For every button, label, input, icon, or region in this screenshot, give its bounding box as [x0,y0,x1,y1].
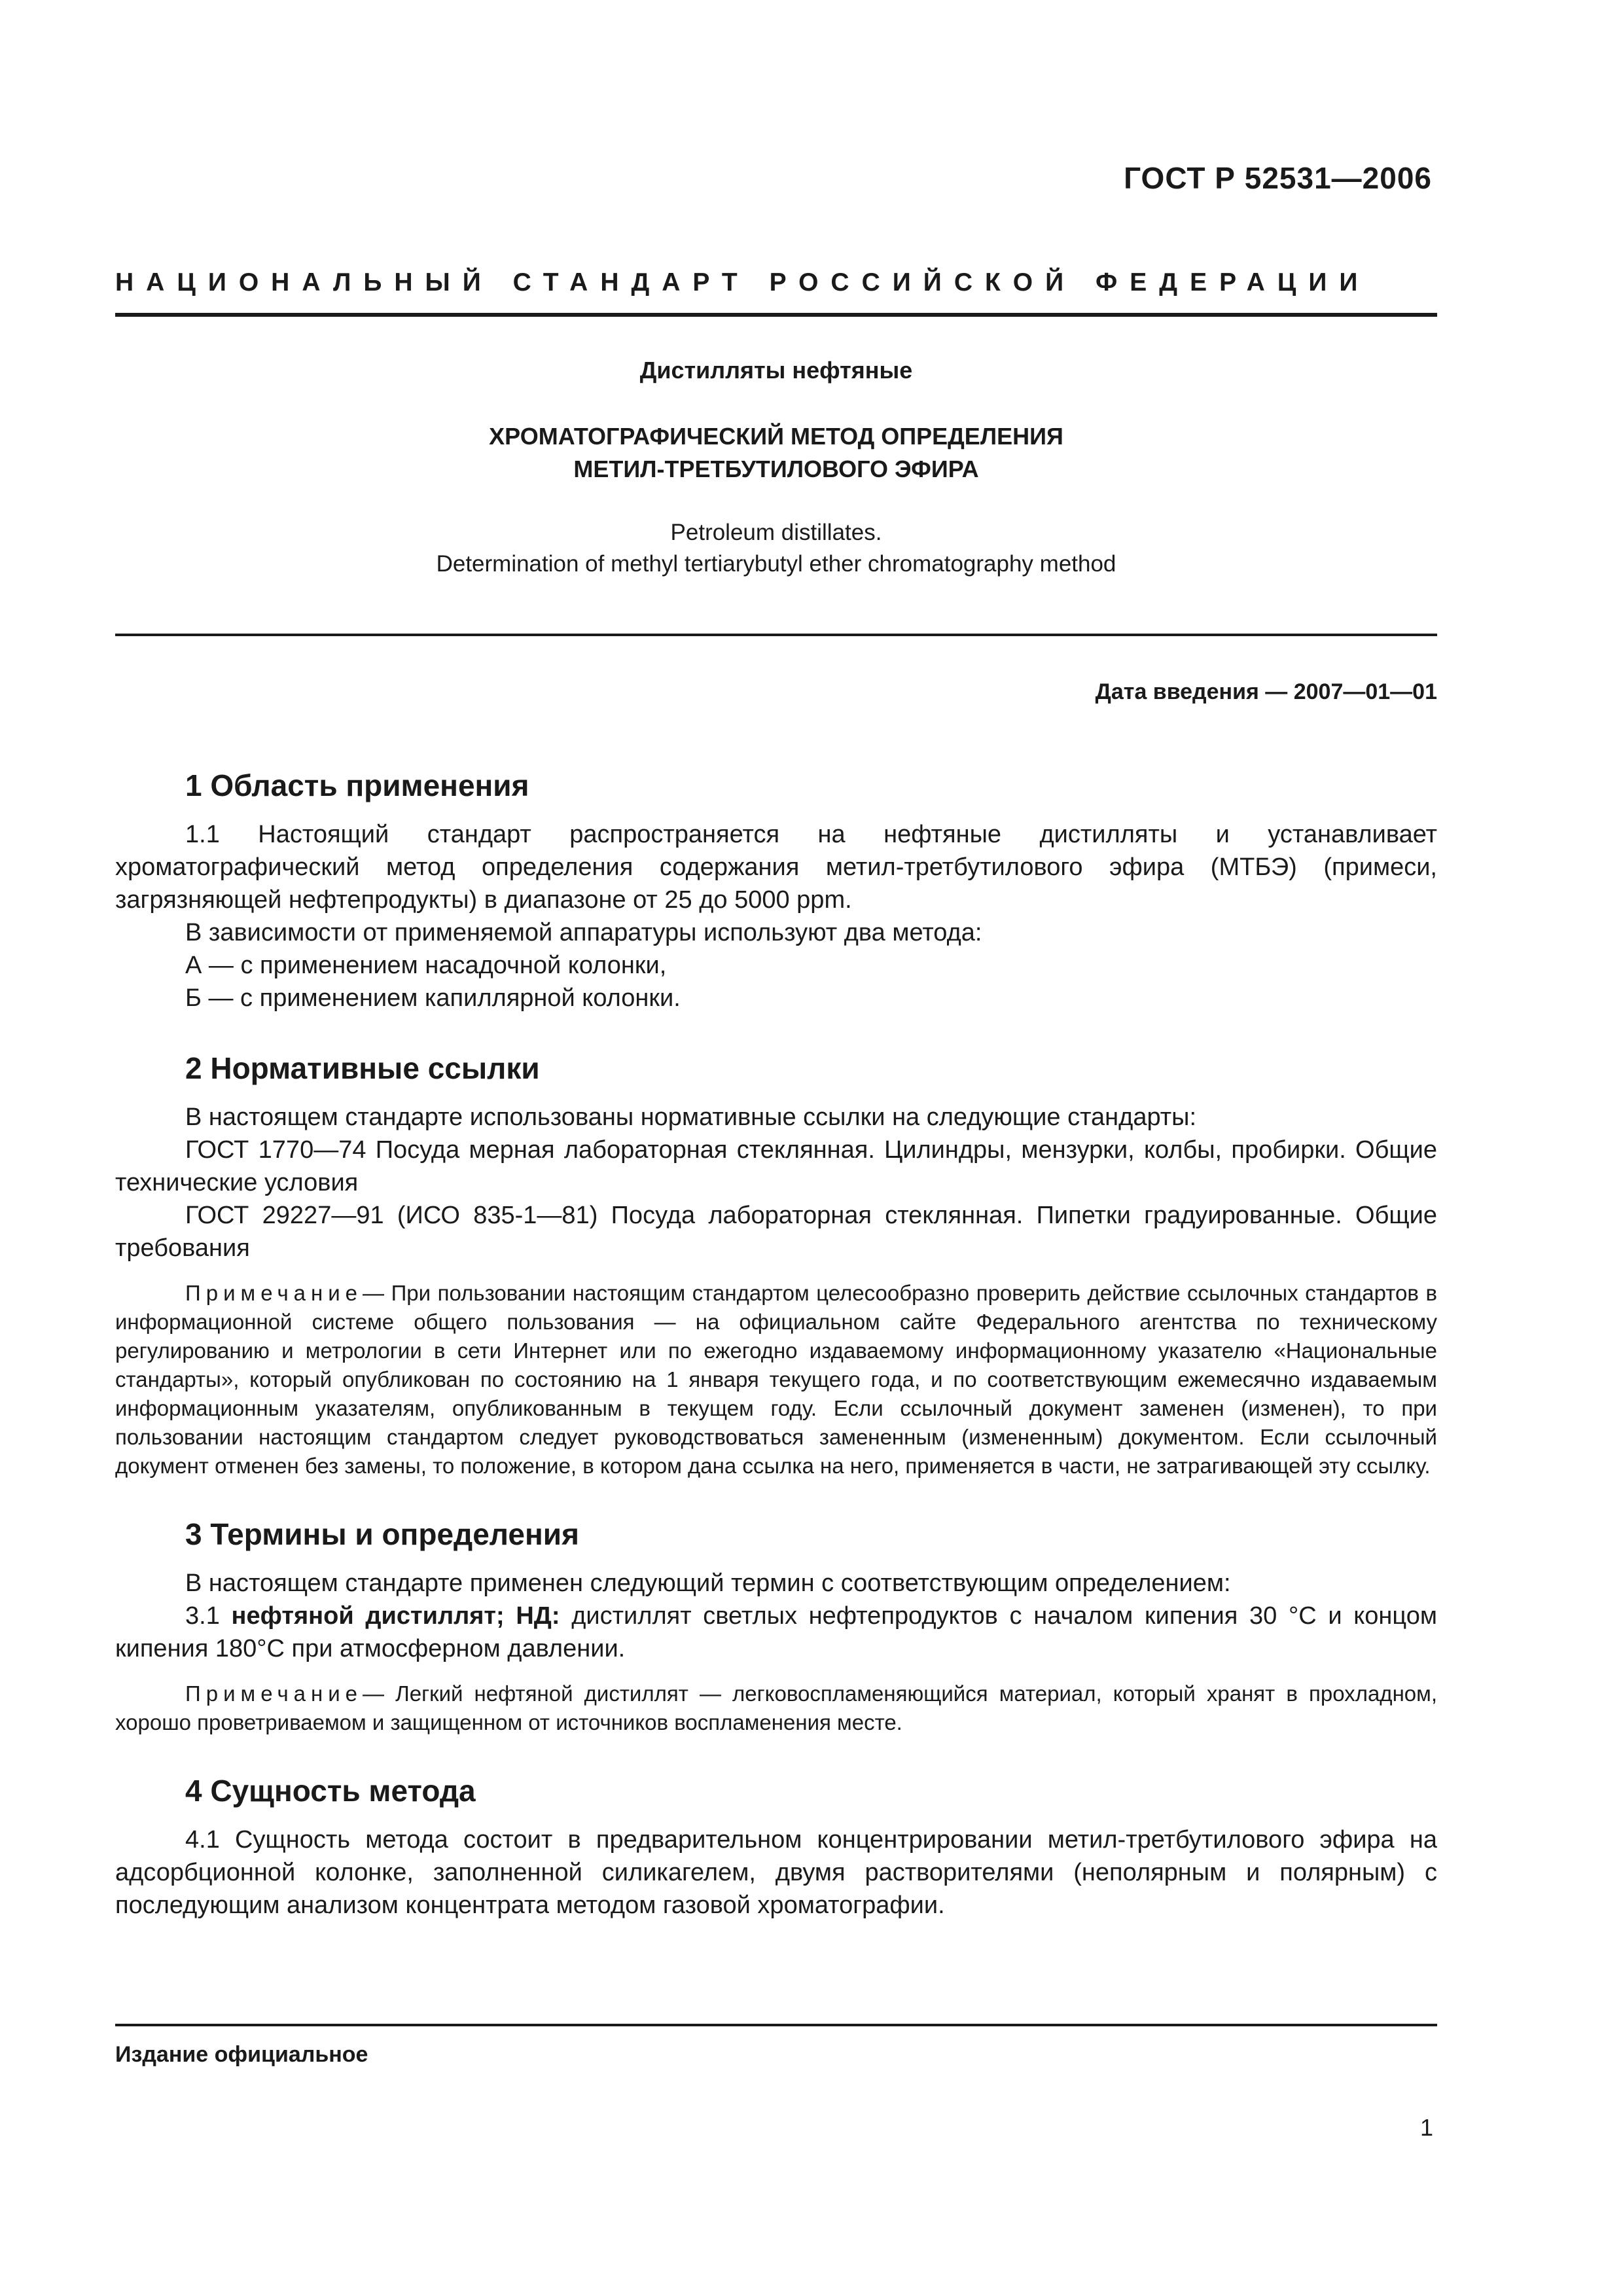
section-method-principle [115,1771,1437,1922]
note-text: — При пользовании настоящим стандартом целесообразно проверить действие ссылочных стандартов в информационной системе общего пользования — на официальном сайте Федерального агентства по техническому регулированию и метрологии в сети Интернет или по ежегодно издаваемому информационному указателю «Национальные стандарты», который опубликован по состоянию на 1 января текущего года, и по соответствующим ежемесячно издаваемым информационным указателям, опубликованным в текущем году. Если ссылочный документ заменен (изменен), то при пользовании настоящим стандартом следует руководствоваться замененным (измененным) документом. Если ссылочный документ отменен без замены, то положение, в котором дана ссылка на него, применяется в части, не затрагивающей эту ссылку. [115,1281,1437,1478]
introduction-date: Дата введения — 2007—01—01 [1095,679,1437,704]
note-text: — Легкий нефтяной дистиллят — легковоспламеняющийся материал, который хранят в прохладном, хорошо проветриваемом и защищенном от источников воспламенения месте. [115,1681,1437,1734]
section-normative-references [115,1049,1437,1480]
list-item: Б — с применением капиллярной колонки. [185,984,681,1012]
standard-number: ГОСТ Р 52531—2006 [1124,161,1432,195]
reference-item: ГОСТ 1770—74 Посуда мерная лабораторная стеклянная. Цилиндры, мензурки, колбы, пробирки. Общие технические условия [115,1136,1437,1196]
term-number: 3.1 [185,1602,220,1630]
term: нефтяной дистиллят; НД: [231,1602,560,1630]
title-line-1: ХРОМАТОГРАФИЧЕСКИЙ МЕТОД ОПРЕДЕЛЕНИЯ [489,423,1063,450]
section-scope [115,766,1437,1014]
paragraph: 4.1 Сущность метода состоит в предварительном концентрировании метил-третбутилового эфира на адсорбционной колонке, заполненной силикагелем, двумя растворителями (неполярным и полярным) с последующим анализом концентрата методом газовой хроматографии. [115,1826,1437,1919]
footer-rule [115,2024,1437,2026]
english-title [115,517,1437,580]
note [115,1279,1437,1480]
document-body [115,766,1437,1922]
header-rule [115,313,1437,317]
english-title-line-2: Determination of methyl tertiarybutyl ether chromatography method [436,551,1116,577]
note-label: Примечание [185,1681,363,1706]
title-line-2: МЕТИЛ-ТРЕТБУТИЛОВОГО ЭФИРА [573,456,979,482]
note [115,1679,1437,1737]
title-rule [115,634,1437,636]
term-def: дистиллят светлых нефтепродуктов с началом кипения 30 °С и концом кипения 180°С при атмосферном давлении. [115,1602,1438,1662]
page-number: 1 [1419,2114,1433,2141]
document-title [115,420,1437,486]
paragraph: В зависимости от применяемой аппаратуры используют два метода: [185,919,982,946]
national-standard-banner: НАЦИОНАЛЬНЫЙ СТАНДАРТ РОССИЙСКОЙ ФЕДЕРАЦИИ [115,268,1370,296]
document-subtitle: Дистилляты нефтяные [639,357,913,384]
paragraph: В настоящем стандарте применен следующий термин с соответствующим определением: [185,1570,1231,1597]
term-definition [115,1600,1437,1665]
list-item: А — с применением насадочной колонки, [185,952,667,979]
section-heading: 3 Термины и определения [185,1517,579,1551]
official-edition-label: Издание официальное [115,2042,368,2067]
reference-item: ГОСТ 29227—91 (ИСО 835-1—81) Посуда лабораторная стеклянная. Пипетки градуированные. Общие требования [115,1202,1437,1262]
paragraph: 1.1 Настоящий стандарт распространяется на нефтяные дистилляты и устанавливает хроматографический метод определения содержания метил-третбутилового эфира (МТБЭ) (примеси, загрязняющей нефтепродукты) в диапазоне от 25 до 5000 ppm. [115,821,1437,914]
section-heading: 4 Сущность метода [185,1774,476,1808]
note-label: Примечание [185,1281,363,1305]
section-heading: 2 Нормативные ссылки [185,1051,540,1085]
section-heading: 1 Область применения [185,768,529,802]
paragraph: В настоящем стандарте использованы нормативные ссылки на следующие стандарты: [185,1103,1197,1131]
english-title-line-1: Petroleum distillates. [670,520,882,545]
section-terms [115,1515,1437,1737]
